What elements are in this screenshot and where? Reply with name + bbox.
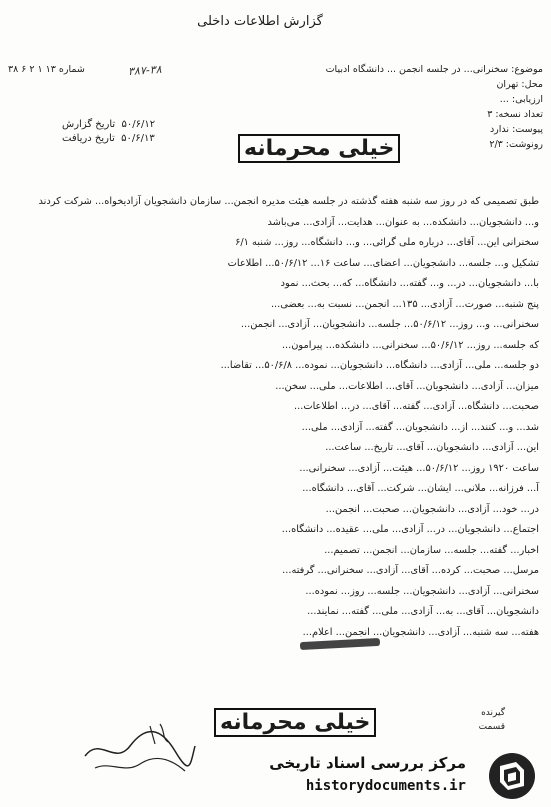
page-line: رونوشت: ۲/۳ [489,139,543,150]
body-line: دو جلسه... ملی... آزادی... دانشگاه... دانشجویان... نموده... ۵۰/۶/۸... تقاضا... [220,360,539,371]
body-line: سخنرانی... و... روز... ۵۰/۶/۱۲... جلسه... دانشجویان... آزادی... انجمن... [240,319,539,330]
body-line: با... دانشجویان... در... و... گفته... دانشگاه... که... بحث... نمود [280,278,539,289]
body-line: ساعت ۱۹۲۰ روز... ۵۰/۶/۱۲... هیئت... آزادی... سخنرانی... [299,462,539,474]
receive-date-value: ۵۰/۶/۱۳ [121,133,155,144]
subject-line: موضوع: سخنرانی... در جلسه انجمن ... دانشگاه ادبیات [325,64,543,75]
report-date-value: ۵۰/۶/۱۲ [121,119,156,130]
body-line: این... آزادی... دانشجویان... آقای... تاریخ... ساعت... [325,442,539,453]
report-date-label: تاریخ گزارش [62,119,116,130]
body-line: دانشجویان... آقای... به... آزادی... ملی... گفته... نمایند... [307,606,539,617]
body-line: هفته... سه شنبه... آزادی... دانشجویان... انجمن... اعلام... [302,626,539,638]
subject-label: موضوع [514,64,543,75]
sig-label-section: قسمت [478,722,505,732]
city-label: محل [524,79,543,90]
handwritten-number: ۳۸۷-۳۸ [127,62,162,79]
city-value: تهران [496,79,519,90]
copies-label: تعداد نسخه [498,109,543,120]
body-line: شد... و... کنند... از... دانشجویان... گفته... آزادی... ملی... [301,421,539,433]
body-line: طبق تصمیمی که در روز سه شنبه هفته گذشته در جلسه هیئت مدیره انجمن... سازمان دانشجویان آزادیخواه... شرکت کردند [38,196,539,207]
body-line: در... خود... آزادی... دانشجویان... صحبت... انجمن... [325,503,539,515]
evaluation-label: ارزیابی [515,94,543,105]
body-line: آ... فرزانه... ملانی... ایشان... شرکت... آقای... دانشگاه... [302,483,539,494]
ref-number [8,62,85,77]
report-body [12,192,539,643]
signature-labels [479,706,505,734]
body-line: تشکیل و... جلسه... دانشجویان... اعضای... ساعت ۱۶... ۵۰/۶/۱۲... اطلاعات [227,257,539,269]
body-line: که جلسه... روز... ۵۰/۶/۱۲... سخنرانی... دانشکده... پیرامون... [281,339,539,351]
subject-value: سخنرانی... در جلسه انجمن ... دانشگاه ادبیات [325,64,509,75]
body-line: سخنرانی... آزادی... دانشجویان... جلسه... روز... نموده... [305,585,539,597]
city-line: محل: تهران [496,79,543,90]
archive-emblem-icon [486,750,538,802]
attach-value: ندارد [489,124,510,135]
page-label: رونوشت [508,139,543,150]
body-line: مرسل... صحبت... کرده... آقای... آزادی... سخنرانی... گرفته... [282,565,539,576]
evaluation-line: ارزیابی: ... [499,94,543,105]
archive-logo [258,748,548,804]
page-value: ۲/۳ [489,139,503,150]
body-line: اجتماع... دانشجویان... در... آزادی... ملی... عقیده... دانشگاه... [281,524,539,535]
dates-block [62,118,155,146]
handwritten-signature [80,716,200,776]
evaluation-value: ... [499,94,509,105]
attach-label: پیوست [515,124,543,135]
body-line: سخنرانی این... آقای... درباره ملی گرائی... و... دانشگاه... روز... شنبه ۶/۱ [235,237,539,248]
receive-date-line [62,132,155,146]
logo-name: مرکز بررسی اسناد تاریخی [269,754,466,772]
logo-url: historydocuments.ir [305,778,466,794]
sig-label-receiver: گیرنده [481,708,505,718]
copies-value: ۳ [487,109,493,120]
receive-date-label: تاریخ دریافت [62,133,115,144]
body-line: اخبار... گفته... جلسه... سازمان... انجمن... تصمیم... [324,544,539,556]
page-title: گزارش اطلاعات داخلی [197,14,323,29]
attach-line: پیوست: ندارد [489,124,543,135]
report-date-line [62,118,155,132]
body-line: صحبت... دانشگاه... آزادی... گفته... آقای... در... اطلاعات... [294,401,539,412]
body-line: و... دانشجویان... دانشکده... به عنوان... هدایت... آزادی... می‌باشد [267,216,539,228]
ref-no-value: شماره ۱۳ ۱ ۲ ۶ ۳۸ [8,64,85,75]
confidential-stamp: خیلی محرمانه [238,134,400,163]
body-line: میزان... آزادی... دانشجویان... آقای... اطلاعات... ملی... سخن... [275,380,539,392]
copies-line: تعداد نسخه: ۳ [487,109,543,120]
footer-confidential-stamp: خیلی محرمانه [214,708,376,737]
body-line: پنج شنبه... صورت... آزادی... ۱۳۵... انجمن... نسبت به... بعضی... [270,298,539,310]
